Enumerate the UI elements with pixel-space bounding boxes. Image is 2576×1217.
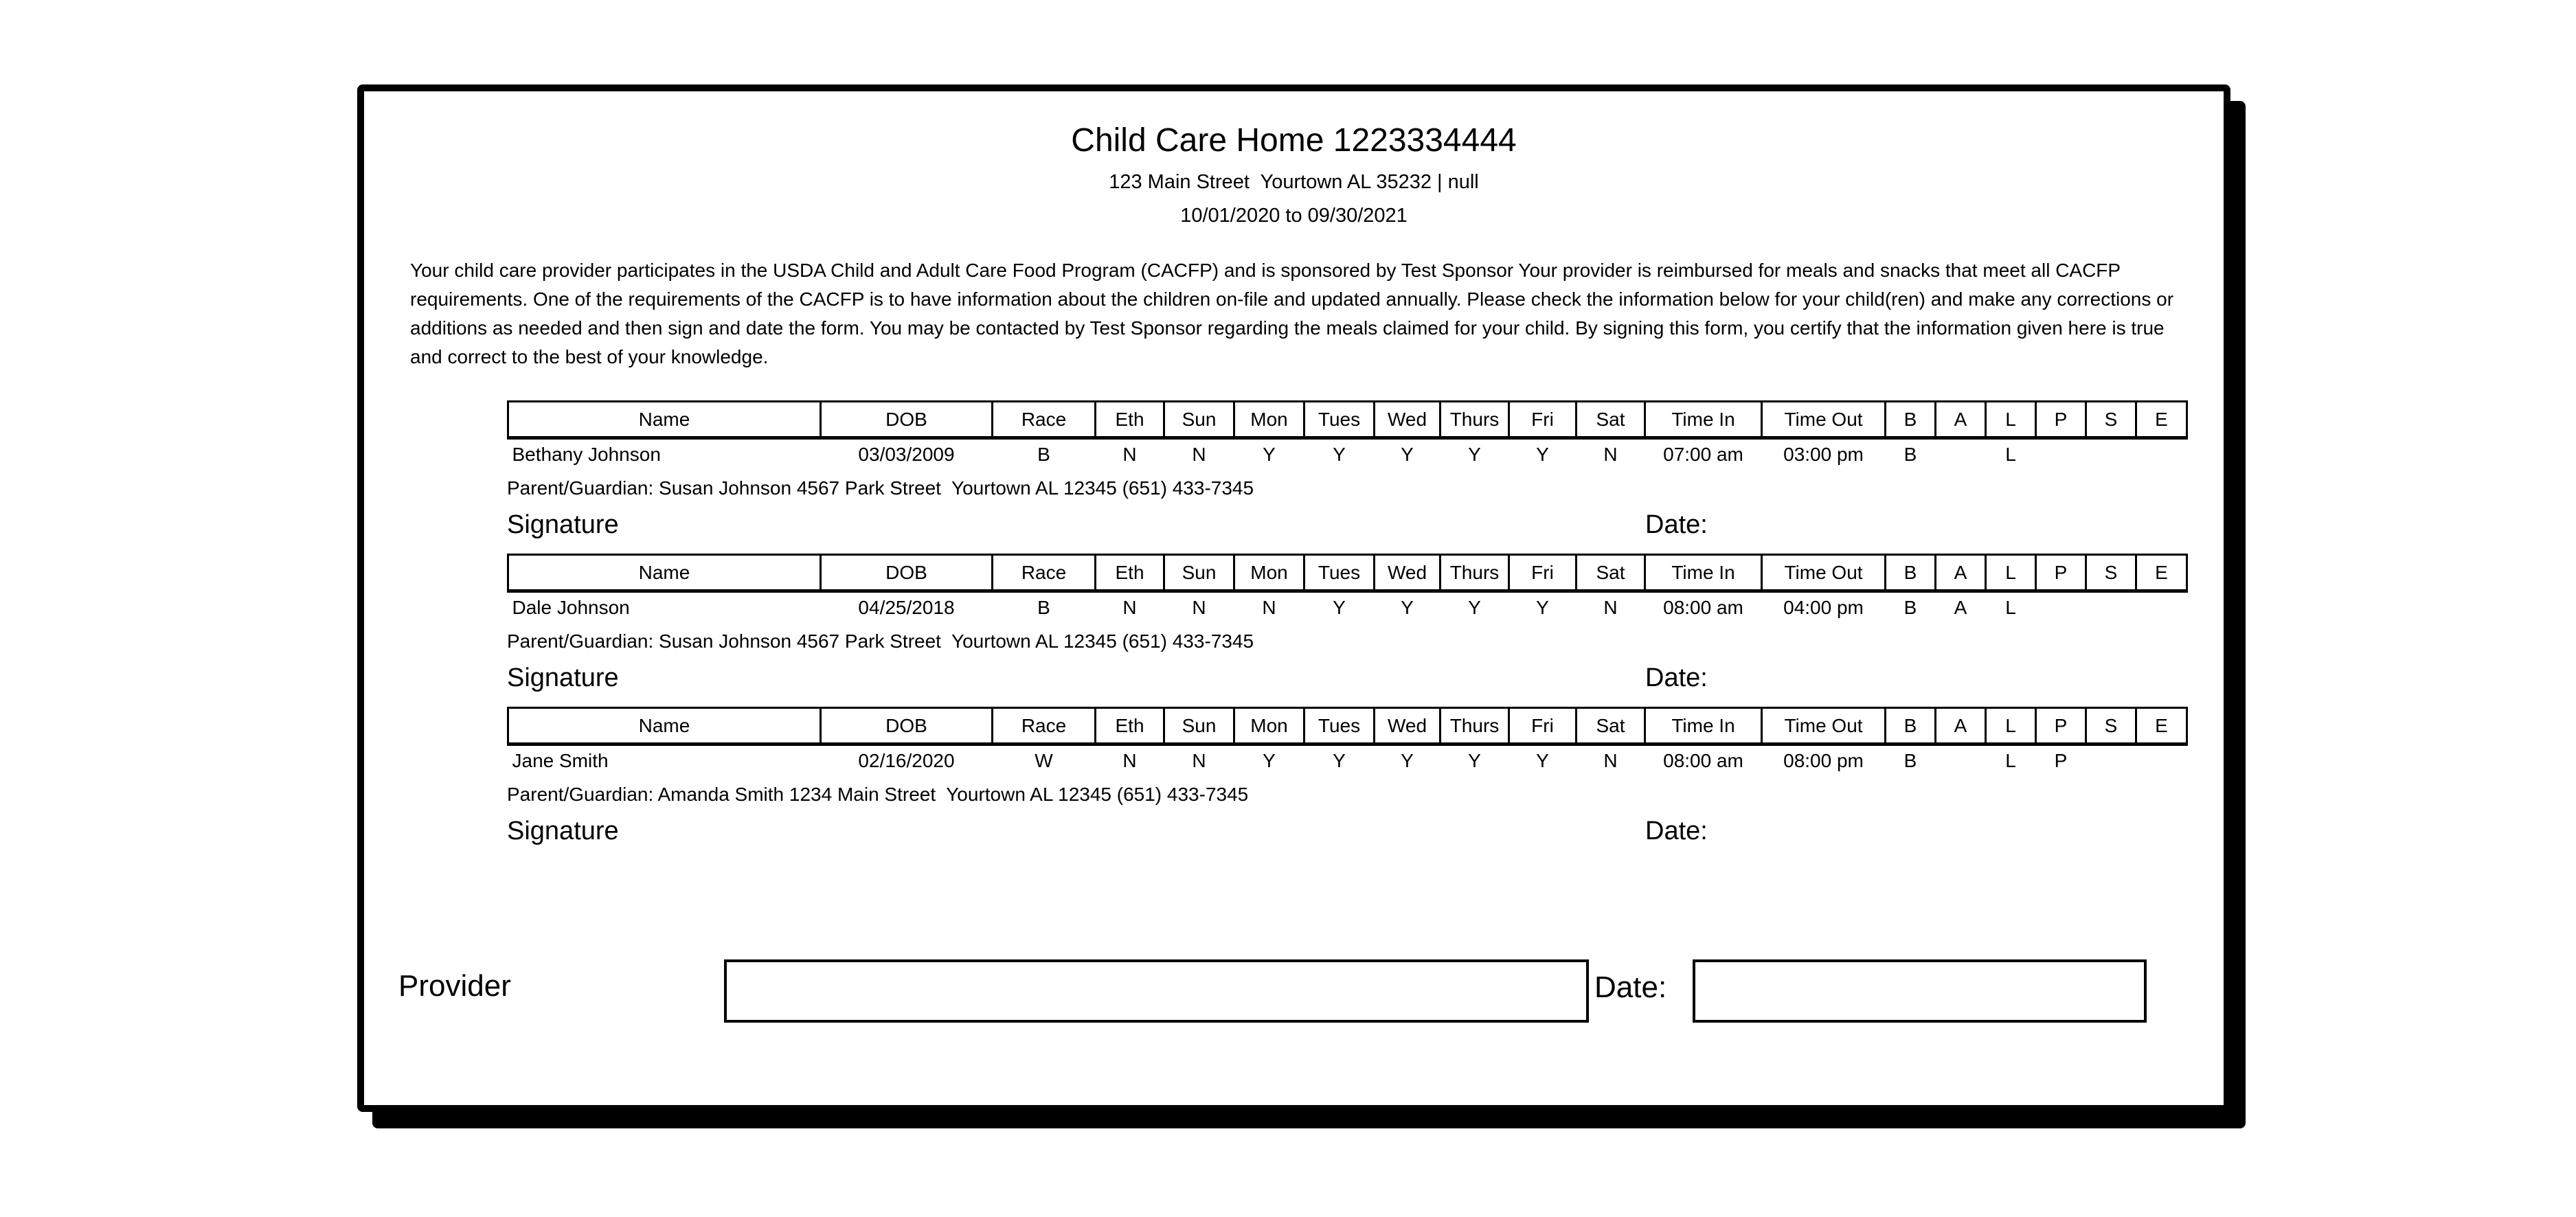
signature-row (507, 815, 2224, 850)
cell-am-snack: A (1954, 597, 1967, 618)
signature-row (507, 662, 2224, 696)
page-title: Child Care Home 1223334444 (1071, 122, 1517, 159)
footer-date-label: Date: (1594, 970, 1667, 1004)
signature-label: Signature (507, 663, 619, 692)
child-data-row (508, 438, 2187, 475)
header-thurs: Thurs (1440, 708, 1509, 744)
cell-mon: Y (1263, 750, 1276, 771)
cell-wed: Y (1401, 444, 1414, 465)
cell-mon: Y (1263, 444, 1276, 465)
program-year-range: 10/01/2020 to 09/30/2021 (1180, 205, 1408, 227)
table-header-row (508, 555, 2187, 591)
cell-time-in: 07:00 am (1663, 444, 1743, 465)
header-breakfast: B (1886, 708, 1936, 744)
header-sat: Sat (1577, 708, 1645, 744)
child-info-table (507, 400, 2188, 474)
cell-tues: Y (1333, 750, 1346, 771)
header-lunch: L (1986, 708, 2036, 744)
header-race: Race (993, 402, 1096, 438)
header-lunch: L (1986, 402, 2036, 438)
header-supper: S (2086, 708, 2136, 744)
cell-race: B (1037, 444, 1050, 465)
header-name: Name (508, 402, 821, 438)
header-sat: Sat (1577, 555, 1645, 591)
child-enrollment-section (507, 707, 2224, 850)
header-pm-snack: P (2036, 555, 2086, 591)
cell-breakfast: B (1903, 597, 1917, 618)
cell-time-out: 04:00 pm (1783, 597, 1864, 618)
cell-breakfast: B (1903, 444, 1917, 465)
cell-evening-snack (2136, 591, 2187, 628)
cell-fri: Y (1536, 750, 1549, 771)
header-time-out: Time Out (1762, 402, 1886, 438)
cell-fri: Y (1536, 444, 1549, 465)
header-thurs: Thurs (1440, 402, 1509, 438)
header-time-in: Time In (1645, 402, 1762, 438)
cell-eth: N (1122, 597, 1137, 618)
header-tues: Tues (1304, 402, 1375, 438)
cell-dob: 04/25/2018 (858, 597, 955, 618)
cell-am-snack (1936, 744, 1986, 781)
signature-label: Signature (507, 510, 619, 539)
provider-label: Provider (398, 969, 511, 1003)
header-wed: Wed (1375, 555, 1440, 591)
header-evening-snack: E (2136, 402, 2187, 438)
cell-time-in: 08:00 am (1663, 750, 1743, 771)
cell-time-in: 08:00 am (1663, 597, 1743, 618)
signature-date-label: Date: (1645, 510, 1708, 539)
header-am-snack: A (1936, 555, 1986, 591)
cell-child-name: Jane Smith (512, 750, 609, 771)
header-dob: DOB (821, 708, 993, 744)
cell-evening-snack (2136, 744, 2187, 781)
cell-eth: N (1122, 750, 1137, 771)
cell-supper (2086, 591, 2136, 628)
header-breakfast: B (1886, 555, 1936, 591)
header-eth: Eth (1096, 708, 1164, 744)
cell-lunch: L (2005, 444, 2016, 465)
child-info-table (507, 707, 2188, 780)
header-eth: Eth (1096, 555, 1164, 591)
header-name: Name (508, 555, 821, 591)
header-pm-snack: P (2036, 402, 2086, 438)
cell-evening-snack (2136, 438, 2187, 475)
header-time-out: Time Out (1762, 708, 1886, 744)
parent-guardian-line: Parent/Guardian: Amanda Smith 1234 Main Street Yourtown AL 12345 (651) 433-7345 (507, 784, 1249, 805)
cell-race: W (1035, 750, 1053, 771)
children-sections (507, 400, 2224, 850)
header-am-snack: A (1936, 708, 1986, 744)
header-time-in: Time In (1645, 555, 1762, 591)
child-info-table (507, 554, 2188, 627)
header-sun: Sun (1164, 555, 1234, 591)
cell-sat: N (1603, 750, 1618, 771)
cell-sat: N (1603, 597, 1618, 618)
cell-tues: Y (1333, 444, 1346, 465)
provider-address-line: 123 Main Street Yourtown AL 35232 | null (1109, 171, 1479, 193)
child-enrollment-section (507, 554, 2224, 696)
cell-sun: N (1192, 597, 1206, 618)
table-header-row (508, 708, 2187, 744)
signature-label: Signature (507, 817, 619, 845)
child-enrollment-section (507, 400, 2224, 543)
cell-thurs: Y (1468, 444, 1481, 465)
provider-date-box[interactable] (1693, 959, 2147, 1023)
cell-pm-snack (2036, 591, 2086, 628)
signature-row (507, 509, 2224, 543)
child-data-row (508, 591, 2187, 628)
cell-dob: 03/03/2009 (858, 444, 955, 465)
cell-am-snack (1936, 438, 1986, 475)
header-sat: Sat (1577, 402, 1645, 438)
cell-child-name: Bethany Johnson (512, 444, 661, 465)
table-header-row (508, 402, 2187, 438)
header-race: Race (993, 555, 1096, 591)
cell-sun: N (1192, 444, 1206, 465)
header-mon: Mon (1234, 402, 1304, 438)
cell-breakfast: B (1903, 750, 1917, 771)
header-time-out: Time Out (1762, 555, 1886, 591)
header-supper: S (2086, 555, 2136, 591)
cell-wed: Y (1401, 750, 1414, 771)
provider-signature-row (364, 959, 2224, 1028)
header-evening-snack: E (2136, 708, 2187, 744)
header-dob: DOB (821, 555, 993, 591)
header-eth: Eth (1096, 402, 1164, 438)
header-supper: S (2086, 402, 2136, 438)
cell-thurs: Y (1468, 597, 1481, 618)
cell-sun: N (1192, 750, 1206, 771)
cell-pm-snack (2036, 438, 2086, 475)
cell-time-out: 03:00 pm (1783, 444, 1864, 465)
provider-signature-box[interactable] (724, 959, 1589, 1023)
header-breakfast: B (1886, 402, 1936, 438)
header-tues: Tues (1304, 708, 1375, 744)
header-thurs: Thurs (1440, 555, 1509, 591)
intro-paragraph: Your child care provider participates in the USDA Child and Adult Care Food Program (CACFP) and is sponsored by Test Sponsor Your provider is reimbursed for meals and snacks that meet all CACFP requirements. One of the requirements of the CACFP is to have information about the children on-file and updated annually. Please check the information below for your child(ren) and make any corrections or additions as needed and then sign and date the form. You may be contacted by Test Sponsor regarding the meals claimed for your child. By signing this form, you certify that the information given here is true and correct to the best of your knowledge. (410, 260, 2174, 367)
header-name: Name (508, 708, 821, 744)
header-fri: Fri (1509, 708, 1577, 744)
cell-pm-snack: P (2054, 750, 2068, 771)
child-data-row (508, 744, 2187, 781)
header-am-snack: A (1936, 402, 1986, 438)
header-dob: DOB (821, 402, 993, 438)
cell-sat: N (1603, 444, 1618, 465)
parent-guardian-line: Parent/Guardian: Susan Johnson 4567 Park Street Yourtown AL 12345 (651) 433-7345 (507, 477, 1254, 499)
cell-mon: N (1262, 597, 1276, 618)
header-pm-snack: P (2036, 708, 2086, 744)
header-mon: Mon (1234, 708, 1304, 744)
header-sun: Sun (1164, 708, 1234, 744)
header-wed: Wed (1375, 402, 1440, 438)
header-wed: Wed (1375, 708, 1440, 744)
cell-time-out: 08:00 pm (1783, 750, 1864, 771)
header-race: Race (993, 708, 1096, 744)
cell-lunch: L (2005, 597, 2016, 618)
header-fri: Fri (1509, 555, 1577, 591)
header-lunch: L (1986, 555, 2036, 591)
cell-tues: Y (1333, 597, 1346, 618)
header-mon: Mon (1234, 555, 1304, 591)
cell-child-name: Dale Johnson (512, 597, 630, 618)
cell-wed: Y (1401, 597, 1414, 618)
signature-date-label: Date: (1645, 817, 1708, 845)
cell-lunch: L (2005, 750, 2016, 771)
header-time-in: Time In (1645, 708, 1762, 744)
header-evening-snack: E (2136, 555, 2187, 591)
cell-eth: N (1122, 444, 1137, 465)
parent-guardian-line: Parent/Guardian: Susan Johnson 4567 Park Street Yourtown AL 12345 (651) 433-7345 (507, 630, 1254, 652)
cell-race: B (1037, 597, 1050, 618)
cell-supper (2086, 438, 2136, 475)
cell-supper (2086, 744, 2136, 781)
cell-thurs: Y (1468, 750, 1481, 771)
signature-date-label: Date: (1645, 663, 1708, 692)
header-sun: Sun (1164, 402, 1234, 438)
cell-dob: 02/16/2020 (858, 750, 955, 771)
header-tues: Tues (1304, 555, 1375, 591)
header-fri: Fri (1509, 402, 1577, 438)
cell-fri: Y (1536, 597, 1549, 618)
enrollment-form-page (357, 84, 2230, 1112)
